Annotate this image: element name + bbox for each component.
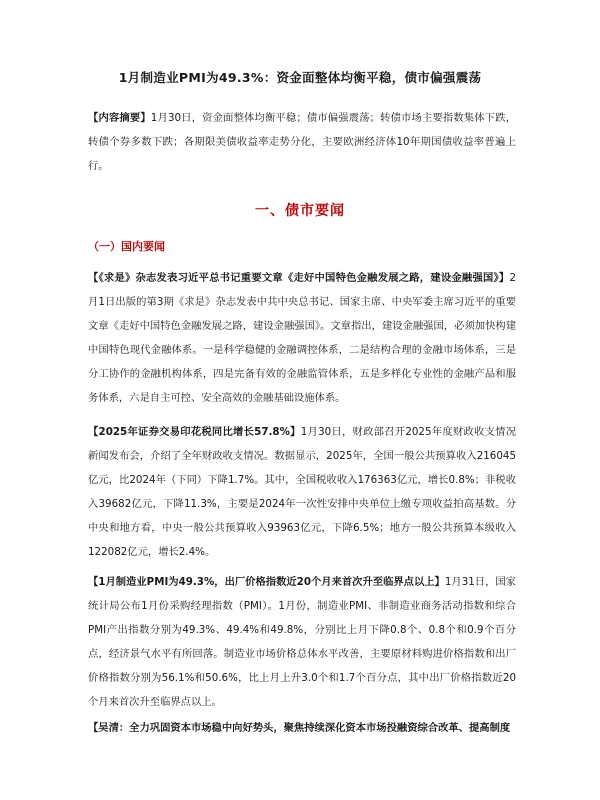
news-headline: 【2025年证券交易印花税同比增长57.8%】 [88,426,301,438]
summary-label: 【内容摘要】 [88,112,151,124]
news-body: 1月31日，国家统计局公布1月份采购经理指数（PMI）。1月份，制造业PMI、非制造业商务活动指数和综合PMI产出指数分别为49.3%、49.4%和49.8%，分别比上月下降0.8个、0.8个和0.9个百分点，经济景气水平有所回落。制造业市场价格总体水平改善，主要原材料购进价格指数和出厂价格指数分别为56.1%和50.6%，比上月上升3.0个和1.7个百分点，其中出厂价格指数近20个月来首次升至临界点以上。 [88,576,516,708]
news-headline: 【1月制造业PMI为49.3%，出厂价格指数近20个月来首次升至临界点以上】 [88,576,445,588]
news-body: 1月30日，财政部召开2025年度财政收支情况新闻发布会，介绍了全年财政收支情况。数据显示，2025年，全国一般公共预算收入216045亿元，比2024年（下同）下降1.7%。其中，全国税收收入176363亿元，增长0.8%；非税收入39682亿元，下降11.3%，主要是2024年一次性安排中央单位上缴专项收益拍高基数。分中央和地方看，中央一般公共预算收入93963亿元，下降6.5%；地方一般公共预算本级收入122082亿元，增长2.4%。 [88,426,516,558]
news-item-2 [88,420,516,564]
news-item-4 [88,716,516,740]
document-title: 1月制造业PMI为49.3%：资金面整体均衡平稳，债市偏强震荡 [118,70,482,85]
news-body: 2月1日出版的第3期《求是》杂志发表中共中央总书记、国家主席、中央军委主席习近平的重要文章《走好中国特色金融发展之路，建设金融强国》。文章指出，建设金融强国，必须加快构建中国特色现代金融体系。一是科学稳健的金融调控体系，二是结构合理的金融市场体系，三是分工协作的金融机构体系，四是完备有效的金融监管体系，五是多样化专业性的金融产品和服务体系，六是自主可控、安全高效的金融基础设施体系。 [88,272,516,404]
subsection-title: （一）国内要闻 [88,240,165,253]
summary-paragraph [88,106,516,178]
news-headline: 【吴清：全力巩固资本市场稳中向好势头，聚焦持续深化资本市场投融资综合改革、提高制度 [88,722,511,734]
section-title: 一、债市要闻 [255,203,345,219]
news-item-1 [88,266,516,410]
news-headline: 【《求是》杂志发表习近平总书记重要文章《走好中国特色金融发展之路，建设金融强国》】 [88,272,510,284]
summary-text: 1月30日，资金面整体均衡平稳；债市偏强震荡；转债市场主要指数集体下跌，转债个券多数下跌；各期限美债收益率走势分化，主要欧洲经济体10年期国债收益率普遍上行。 [88,112,516,172]
news-item-3 [88,570,516,714]
